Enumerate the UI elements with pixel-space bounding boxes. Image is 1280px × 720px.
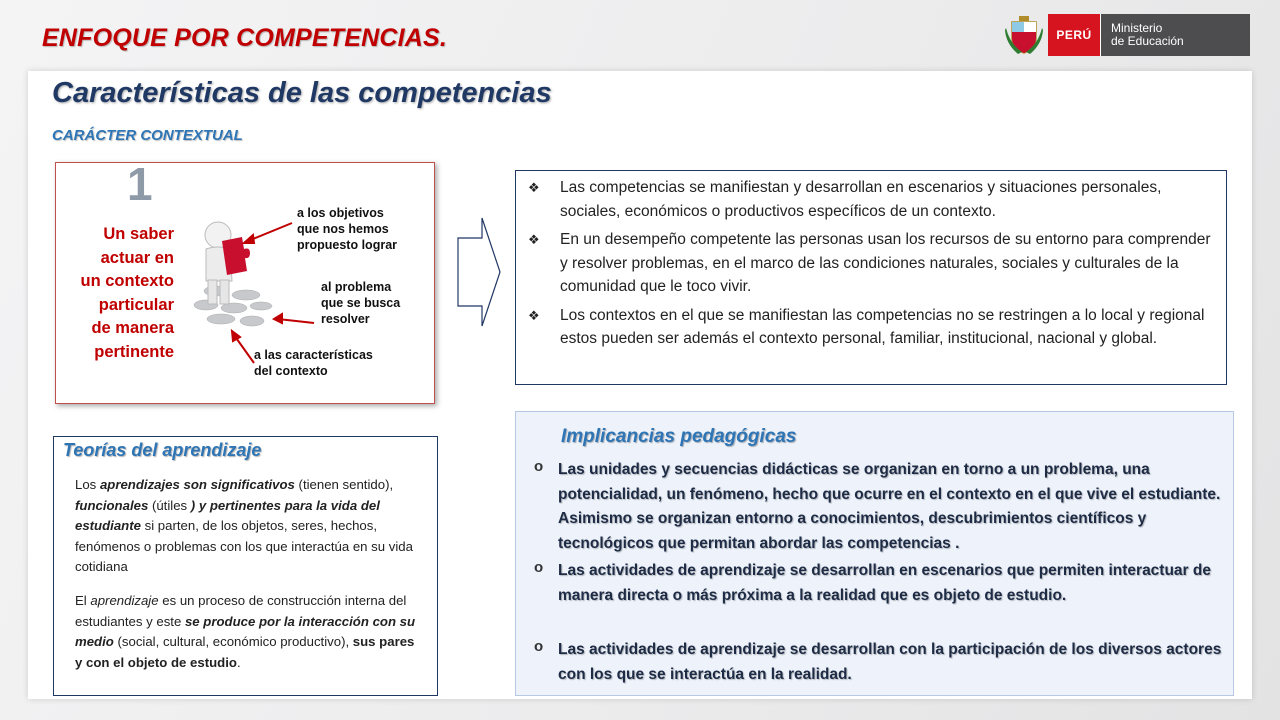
implication-item [534,458,1226,556]
circle-bullet-icon: o [534,559,544,576]
implication-text: Las actividades de aprendizaje se desarrollan en escenarios que permiten interactuar de manera directa o más próxima a la realidad que es objeto de estudio. [558,562,1211,604]
text-run: sus pares y con el objeto de estudio [75,634,415,670]
label-line: que nos hemos [297,222,389,236]
figure-main-line: un contexto [80,272,174,290]
right-arrow-icon [456,216,504,328]
list-item-text: Las competencias se manifiestan y desarrollan en escenarios y situaciones personales, sociales, económicos o productivos específicos de un contexto. [560,179,1162,220]
peru-label: PERÚ [1048,14,1100,56]
ministry-line-1: Ministerio [1111,21,1163,35]
ministry-name [1100,14,1250,56]
list-item-text: En un desempeño competente las personas usan los recursos de su entorno para comprender y resolver problemas, en el marco de las condiciones naturales, sociales y culturales de la comunidad que le toco vivir. [560,231,1211,295]
text-run: . [236,654,241,670]
theories-paragraph-2 [75,591,420,673]
list-item [524,228,1216,299]
figure-main-line: pertinente [94,342,174,361]
coat-of-arms-icon [1004,14,1044,56]
figure-main-line: particular [98,295,174,314]
text-run: es un proceso de construcción interna del estudiantes y este [75,593,407,629]
concept-illustration [55,162,435,404]
text-run: aprendizajes son significativos [99,477,295,492]
label-problem [321,279,400,327]
page-title: Características de las competencias [52,77,552,109]
label-line: a las características [254,348,373,362]
slide-header-title: ENFOQUE POR COMPETENCIAS. [42,24,448,52]
label-line: del contexto [254,364,328,378]
pedagogical-implications-box [515,411,1234,696]
diamond-bullet-icon: ❖ [528,232,540,247]
characteristics-list [515,170,1227,385]
text-run: (útiles [148,497,191,513]
text-run: funcionales [75,497,149,513]
figure-main-line: de manera [91,319,174,337]
diamond-bullet-icon: ❖ [528,307,540,323]
implication-item [534,638,1226,687]
page-subtitle: CARÁCTER CONTEXTUAL [52,127,243,144]
text-run: Los [75,477,100,492]
figure-number: 1 [127,162,153,210]
implications-title: Implicancias pedagógicas [561,426,797,447]
text-run: se produce por la interacción con su medio [75,613,416,649]
ministry-logo [1004,14,1250,56]
figure-main-line: Un saber [103,225,174,243]
text-run: aprendizaje [90,593,159,608]
label-line: que se busca [321,296,401,310]
list-item [524,304,1216,351]
diamond-bullet-icon: ❖ [528,180,540,195]
label-objectives [297,205,397,253]
label-context [254,347,373,379]
label-line: propuesto lograr [297,238,398,252]
label-line: al problema [321,280,392,294]
figure-main-line: actuar en [100,248,174,267]
ministry-line-2: de Educación [1111,34,1184,48]
theories-paragraph-1 [75,475,420,578]
text-run: ) y pertinentes para la vida del estudiante [75,497,380,533]
circle-bullet-icon: o [534,638,544,655]
text-run: El [75,593,91,608]
list-item [524,176,1216,223]
implication-text: Las unidades y secuencias didácticas se organizan en torno a un problema, una potencialidad, un fenómeno, hecho que ocurre en el contexto en el que vive el estudiante. Asimismo se organizan entorno a conocimientos, descubrimientos científicos y tecnológicos que permitan abordar las competencias . [558,461,1221,552]
implication-item [534,559,1226,608]
circle-bullet-icon: o [534,458,544,475]
text-run: si parten, de los objetos, seres, hechos, fenómenos o problemas con los que interactúa en su vida cotidiana [75,518,413,574]
implication-text: Las actividades de aprendizaje se desarrollan con la participación de los diversos actores con los que se interactúa en la realidad. [558,641,1222,683]
learning-theories-box [53,436,438,696]
label-line: a los objetivos [297,206,384,220]
label-line: resolver [321,312,370,326]
theories-title: Teorías del aprendizaje [63,440,262,460]
text-run: (tienen sentido), [294,477,394,492]
list-item-text: Los contextos en el que se manifiestan las competencias no se restringen a lo local y regional estos pueden ser además el contexto personal, familiar, institucional, nacional y global. [560,306,1205,347]
text-run: (social, cultural, económico productivo), [113,634,353,649]
